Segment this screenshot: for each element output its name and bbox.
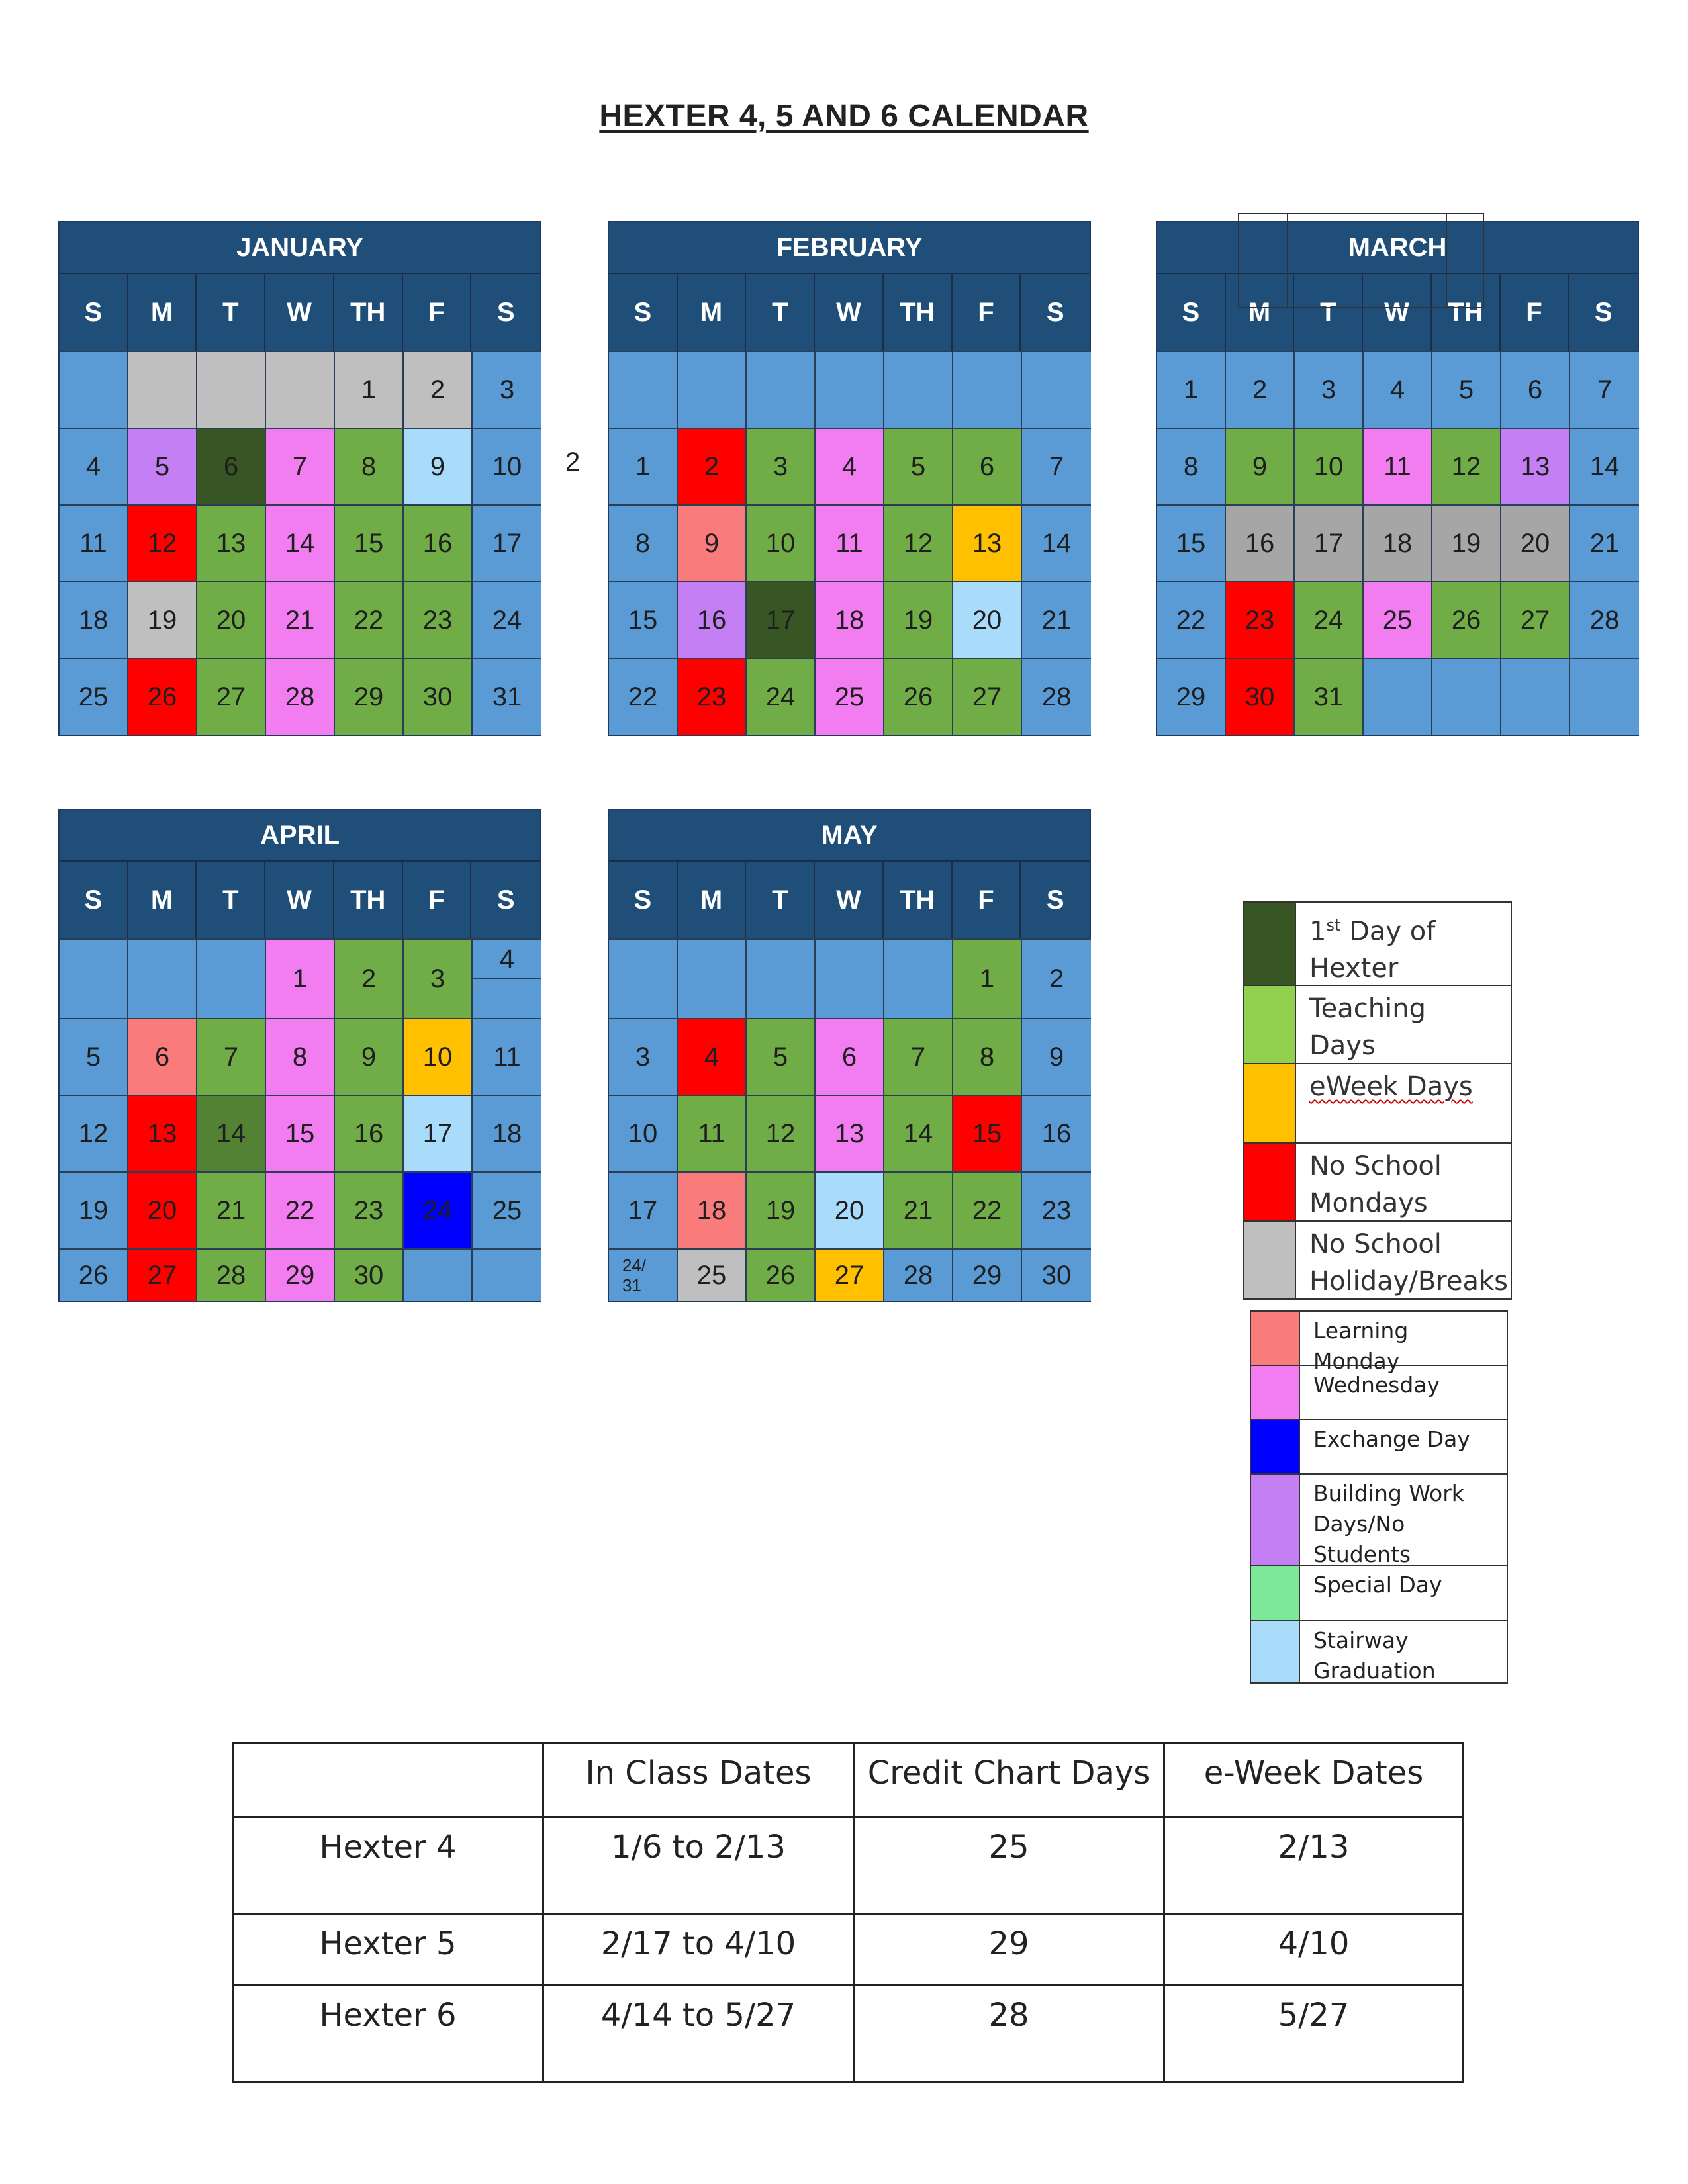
legend-swatch bbox=[1251, 1312, 1300, 1365]
day-cell: 22 bbox=[609, 658, 678, 735]
day-cell: 16 bbox=[404, 504, 473, 581]
day-cell: 14 bbox=[884, 1095, 953, 1171]
day-cell: 30 bbox=[335, 1248, 404, 1301]
day-cell: 20 bbox=[197, 581, 266, 658]
legend-swatch bbox=[1251, 1475, 1300, 1565]
day-cell: 28 bbox=[197, 1248, 266, 1301]
day-cell: 10 bbox=[609, 1095, 678, 1171]
day-cell: 4 bbox=[1364, 351, 1432, 428]
day-cell: 29 bbox=[1157, 658, 1226, 735]
weekday-label: S bbox=[1046, 885, 1064, 915]
day-cell: 3 bbox=[747, 428, 816, 504]
day-cell: 3 bbox=[1295, 351, 1364, 428]
day-cell: 29 bbox=[266, 1248, 335, 1301]
day-cell: 24 bbox=[404, 1171, 473, 1248]
table-cell: 4/14 to 5/27 bbox=[543, 1985, 854, 2082]
day-cell: 28 bbox=[1022, 658, 1091, 735]
month-title: MAY bbox=[609, 810, 1090, 862]
table-header-cell: Credit Chart Days bbox=[854, 1743, 1164, 1817]
weekday-label: TH bbox=[1432, 274, 1501, 351]
month-title: JANUARY bbox=[60, 222, 540, 274]
weekday-label: T bbox=[746, 862, 815, 938]
day-cell: 1 bbox=[1157, 351, 1226, 428]
day-cell: 4 bbox=[60, 428, 128, 504]
day-cell: 26 bbox=[1432, 581, 1501, 658]
day-cell: 6 bbox=[953, 428, 1022, 504]
day-cell: 29 bbox=[953, 1248, 1022, 1301]
day-cell: 8 bbox=[609, 504, 678, 581]
table-header-cell bbox=[233, 1743, 543, 1817]
day-cell: 21 bbox=[266, 581, 335, 658]
day-cell: 25 bbox=[60, 658, 128, 735]
day-cell: 22 bbox=[335, 581, 404, 658]
day-cell bbox=[1364, 658, 1432, 735]
day-cell: 16 bbox=[1226, 504, 1295, 581]
day-cell: 15 bbox=[1157, 504, 1226, 581]
weekday-label: TH bbox=[884, 862, 953, 938]
day-cell: 23 bbox=[335, 1171, 404, 1248]
day-cell bbox=[60, 351, 128, 428]
legend-label: Teaching Days bbox=[1309, 993, 1426, 1061]
weekday-header bbox=[609, 274, 1090, 351]
day-cell: 7 bbox=[884, 1018, 953, 1095]
legend-item bbox=[1251, 1366, 1507, 1420]
month-title: APRIL bbox=[60, 810, 540, 862]
day-cell: 27 bbox=[128, 1248, 197, 1301]
weekday-label: M bbox=[678, 274, 747, 351]
day-cell: 3 bbox=[404, 938, 473, 1018]
weekday-label: T bbox=[197, 862, 265, 938]
day-cell: 18 bbox=[473, 1095, 541, 1171]
weekday-label: W bbox=[265, 862, 334, 938]
legend-label: Stairway Graduation bbox=[1313, 1627, 1436, 1684]
day-cell: 10 bbox=[404, 1018, 473, 1095]
table-header-cell: In Class Dates bbox=[543, 1743, 854, 1817]
day-cell bbox=[884, 938, 953, 1018]
day-cell: 4 bbox=[816, 428, 884, 504]
day-cell: 17 bbox=[1295, 504, 1364, 581]
day-cell: 21 bbox=[884, 1171, 953, 1248]
day-cell: 17 bbox=[473, 504, 541, 581]
legend-swatch bbox=[1244, 1222, 1296, 1298]
weekday-label: F bbox=[953, 274, 1021, 351]
weekday-label: M bbox=[128, 274, 197, 351]
page-title: HEXTER 4, 5 AND 6 CALENDAR bbox=[599, 99, 1089, 134]
table-cell: 4/10 bbox=[1164, 1914, 1464, 1985]
day-grid bbox=[609, 938, 1090, 1301]
table-cell: 5/27 bbox=[1164, 1985, 1464, 2082]
day-cell bbox=[609, 351, 678, 428]
day-cell: 23 bbox=[1226, 581, 1295, 658]
legend-secondary bbox=[1250, 1310, 1508, 1684]
legend-item bbox=[1244, 1222, 1511, 1298]
weekday-label: F bbox=[953, 862, 1021, 938]
legend-label: Building Work Days/No Students bbox=[1313, 1480, 1464, 1567]
weekday-label: S bbox=[1157, 274, 1226, 351]
legend-item bbox=[1251, 1566, 1507, 1621]
day-cell bbox=[747, 938, 816, 1018]
day-cell bbox=[747, 351, 816, 428]
day-cell: 18 bbox=[1364, 504, 1432, 581]
legend-label: Learning Monday bbox=[1313, 1318, 1409, 1374]
weekday-label: T bbox=[197, 274, 265, 351]
day-cell: 6 bbox=[816, 1018, 884, 1095]
day-cell: 12 bbox=[1432, 428, 1501, 504]
day-cell bbox=[816, 351, 884, 428]
day-cell: 13 bbox=[1501, 428, 1570, 504]
day-cell: 20 bbox=[1501, 504, 1570, 581]
day-cell: 19 bbox=[1432, 504, 1501, 581]
day-cell: 15 bbox=[335, 504, 404, 581]
legend-item bbox=[1251, 1475, 1507, 1566]
day-cell bbox=[266, 351, 335, 428]
day-cell: 31 bbox=[1295, 658, 1364, 735]
day-cell: 8 bbox=[335, 428, 404, 504]
table-header-row bbox=[233, 1743, 1464, 1817]
table-cell: Hexter 4 bbox=[233, 1817, 543, 1914]
day-cell: 8 bbox=[953, 1018, 1022, 1095]
day-cell: 30 bbox=[1022, 1248, 1091, 1301]
table-cell: 29 bbox=[854, 1914, 1164, 1985]
day-grid bbox=[60, 351, 540, 735]
legend-label: Exchange Day bbox=[1313, 1426, 1470, 1452]
overlay-frame bbox=[1287, 213, 1484, 308]
day-cell: 26 bbox=[747, 1248, 816, 1301]
table-cell: 1/6 to 2/13 bbox=[543, 1817, 854, 1914]
day-cell: 13 bbox=[128, 1095, 197, 1171]
legend-label: eWeek Days bbox=[1309, 1071, 1473, 1102]
table-header-cell: e-Week Dates bbox=[1164, 1743, 1464, 1817]
calendar-january bbox=[58, 221, 541, 736]
day-cell: 20 bbox=[816, 1171, 884, 1248]
legend-label: No School Holiday/Breaks bbox=[1309, 1229, 1508, 1297]
day-cell: 9 bbox=[404, 428, 473, 504]
day-cell: 2 bbox=[1022, 938, 1091, 1018]
day-cell: 8 bbox=[1157, 428, 1226, 504]
day-cell bbox=[60, 938, 128, 1018]
calendar-april bbox=[58, 809, 541, 1302]
day-cell: 23 bbox=[1022, 1171, 1091, 1248]
weekday-label: M bbox=[128, 862, 197, 938]
day-cell: 26 bbox=[128, 658, 197, 735]
day-cell: 13 bbox=[953, 504, 1022, 581]
day-cell bbox=[1022, 351, 1091, 428]
day-cell: 2 bbox=[678, 428, 747, 504]
day-cell: 22 bbox=[266, 1171, 335, 1248]
day-cell: 8 bbox=[266, 1018, 335, 1095]
stray-number: 2 bbox=[565, 447, 581, 477]
day-cell: 17 bbox=[609, 1171, 678, 1248]
day-cell bbox=[678, 938, 747, 1018]
legend-item bbox=[1244, 986, 1511, 1064]
day-cell: 10 bbox=[747, 504, 816, 581]
day-cell: 14 bbox=[266, 504, 335, 581]
day-cell: 11 bbox=[678, 1095, 747, 1171]
day-cell bbox=[128, 351, 197, 428]
calendar-may bbox=[608, 809, 1091, 1302]
weekday-label: S bbox=[609, 862, 678, 938]
day-cell bbox=[884, 351, 953, 428]
day-cell: 7 bbox=[197, 1018, 266, 1095]
table-cell: Hexter 6 bbox=[233, 1985, 543, 2082]
weekday-label: S bbox=[609, 274, 678, 351]
legend-swatch bbox=[1251, 1621, 1300, 1682]
day-cell: 5 bbox=[1432, 351, 1501, 428]
day-cell: 9 bbox=[335, 1018, 404, 1095]
day-cell: 27 bbox=[816, 1248, 884, 1301]
day-cell: 2 bbox=[404, 351, 473, 428]
day-cell: 25 bbox=[678, 1248, 747, 1301]
legend-item bbox=[1244, 903, 1511, 986]
day-cell: 5 bbox=[128, 428, 197, 504]
day-cell: 4 bbox=[678, 1018, 747, 1095]
day-cell: 26 bbox=[884, 658, 953, 735]
legend-item bbox=[1251, 1420, 1507, 1475]
weekday-header bbox=[60, 862, 540, 938]
legend-item bbox=[1251, 1312, 1507, 1374]
legend-swatch bbox=[1244, 1144, 1296, 1220]
day-number: 4 bbox=[473, 940, 541, 979]
legend-item bbox=[1251, 1621, 1507, 1682]
day-cell bbox=[816, 938, 884, 1018]
day-cell: 28 bbox=[884, 1248, 953, 1301]
day-cell: 12 bbox=[747, 1095, 816, 1171]
day-cell: 5 bbox=[884, 428, 953, 504]
day-cell bbox=[1432, 658, 1501, 735]
weekday-label: S bbox=[1594, 297, 1613, 327]
day-cell bbox=[473, 938, 541, 1018]
month-title: FEBRUARY bbox=[609, 222, 1090, 274]
table-cell: Hexter 5 bbox=[233, 1914, 543, 1985]
day-cell: 9 bbox=[1022, 1018, 1091, 1095]
month-title: MARCH bbox=[1157, 222, 1638, 274]
day-cell: 16 bbox=[678, 581, 747, 658]
day-cell: 11 bbox=[473, 1018, 541, 1095]
weekday-label: F bbox=[403, 274, 472, 351]
weekday-label: F bbox=[1501, 274, 1570, 351]
day-cell: 31 bbox=[473, 658, 541, 735]
day-cell: 11 bbox=[60, 504, 128, 581]
day-cell bbox=[404, 1248, 473, 1301]
day-cell: 5 bbox=[60, 1018, 128, 1095]
weekday-label: TH bbox=[334, 274, 403, 351]
day-cell: 24 bbox=[747, 658, 816, 735]
day-cell: 19 bbox=[60, 1171, 128, 1248]
day-grid bbox=[60, 938, 540, 1301]
day-cell: 5 bbox=[747, 1018, 816, 1095]
day-cell: 6 bbox=[128, 1018, 197, 1095]
day-cell: 1 bbox=[335, 351, 404, 428]
weekday-label: F bbox=[403, 862, 472, 938]
day-cell bbox=[953, 351, 1022, 428]
day-cell: 6 bbox=[1501, 351, 1570, 428]
day-grid bbox=[1157, 351, 1638, 735]
day-cell: 19 bbox=[884, 581, 953, 658]
day-cell: 12 bbox=[884, 504, 953, 581]
legend-label: 1st Day of Hexter bbox=[1309, 916, 1436, 984]
day-cell bbox=[1501, 658, 1570, 735]
day-cell: 21 bbox=[197, 1171, 266, 1248]
legend-swatch bbox=[1244, 986, 1296, 1063]
day-cell: 28 bbox=[1570, 581, 1639, 658]
weekday-header bbox=[609, 862, 1090, 938]
day-cell: 29 bbox=[335, 658, 404, 735]
day-cell: 21 bbox=[1570, 504, 1639, 581]
hexter-summary-table bbox=[232, 1742, 1464, 2083]
day-cell: 26 bbox=[60, 1248, 128, 1301]
day-cell: 9 bbox=[678, 504, 747, 581]
day-cell: 14 bbox=[1570, 428, 1639, 504]
day-cell: 27 bbox=[1501, 581, 1570, 658]
legend-swatch bbox=[1251, 1566, 1300, 1620]
day-cell: 25 bbox=[816, 658, 884, 735]
weekday-label: TH bbox=[884, 274, 953, 351]
day-cell: 23 bbox=[404, 581, 473, 658]
weekday-label: W bbox=[1363, 274, 1432, 351]
day-cell: 12 bbox=[60, 1095, 128, 1171]
table-row bbox=[233, 1985, 1464, 2082]
day-cell: 18 bbox=[60, 581, 128, 658]
day-cell: 18 bbox=[816, 581, 884, 658]
day-cell: 7 bbox=[266, 428, 335, 504]
day-cell: 10 bbox=[1295, 428, 1364, 504]
day-cell: 17 bbox=[404, 1095, 473, 1171]
day-cell: 15 bbox=[609, 581, 678, 658]
day-cell: 16 bbox=[335, 1095, 404, 1171]
legend-swatch bbox=[1251, 1420, 1300, 1473]
day-cell: 13 bbox=[197, 504, 266, 581]
legend-primary bbox=[1243, 901, 1512, 1300]
day-cell bbox=[609, 938, 678, 1018]
day-cell: 3 bbox=[609, 1018, 678, 1095]
legend-swatch bbox=[1244, 1064, 1296, 1142]
day-cell: 6 bbox=[197, 428, 266, 504]
day-cell: 12 bbox=[128, 504, 197, 581]
day-cell: 1 bbox=[266, 938, 335, 1018]
weekday-label: W bbox=[815, 862, 884, 938]
day-cell: 27 bbox=[953, 658, 1022, 735]
day-cell: 16 bbox=[1022, 1095, 1091, 1171]
weekday-label: T bbox=[1294, 274, 1363, 351]
day-cell bbox=[678, 351, 747, 428]
weekday-label: S bbox=[496, 297, 515, 327]
day-cell bbox=[197, 938, 266, 1018]
day-cell: 14 bbox=[197, 1095, 266, 1171]
weekday-label: S bbox=[60, 274, 128, 351]
day-cell: 9 bbox=[1226, 428, 1295, 504]
weekday-label: M bbox=[1226, 274, 1295, 351]
legend-swatch bbox=[1251, 1366, 1300, 1419]
day-cell: 20 bbox=[128, 1171, 197, 1248]
weekday-label: S bbox=[1046, 297, 1064, 327]
day-cell: 17 bbox=[747, 581, 816, 658]
weekday-label: S bbox=[496, 885, 515, 915]
day-cell: 22 bbox=[953, 1171, 1022, 1248]
day-cell: 21 bbox=[1022, 581, 1091, 658]
day-cell: 19 bbox=[747, 1171, 816, 1248]
weekday-label: W bbox=[815, 274, 884, 351]
day-cell: 18 bbox=[678, 1171, 747, 1248]
day-cell bbox=[128, 938, 197, 1018]
day-cell: 13 bbox=[816, 1095, 884, 1171]
day-cell: 25 bbox=[473, 1171, 541, 1248]
day-cell: 30 bbox=[404, 658, 473, 735]
day-cell: 27 bbox=[197, 658, 266, 735]
day-cell: 10 bbox=[473, 428, 541, 504]
day-cell: 11 bbox=[1364, 428, 1432, 504]
day-cell: 2 bbox=[335, 938, 404, 1018]
table-row bbox=[233, 1914, 1464, 1985]
legend-label: Wednesday bbox=[1313, 1372, 1440, 1398]
weekday-label: W bbox=[265, 274, 334, 351]
legend-label: Special Day bbox=[1313, 1572, 1442, 1598]
day-cell: 23 bbox=[678, 658, 747, 735]
weekday-label: M bbox=[678, 862, 747, 938]
day-cell: 25 bbox=[1364, 581, 1432, 658]
day-cell: 1 bbox=[609, 428, 678, 504]
day-cell: 19 bbox=[128, 581, 197, 658]
day-cell bbox=[473, 1248, 541, 1301]
day-cell: 22 bbox=[1157, 581, 1226, 658]
day-cell: 7 bbox=[1570, 351, 1639, 428]
table-cell: 2/17 to 4/10 bbox=[543, 1914, 854, 1985]
weekday-label: S bbox=[60, 862, 128, 938]
table-cell: 2/13 bbox=[1164, 1817, 1464, 1914]
legend-item bbox=[1244, 1064, 1511, 1144]
day-cell: 24/ 31 bbox=[609, 1248, 678, 1301]
day-cell: 7 bbox=[1022, 428, 1091, 504]
legend-item bbox=[1244, 1144, 1511, 1222]
day-cell bbox=[197, 351, 266, 428]
weekday-label: TH bbox=[334, 862, 403, 938]
weekday-header bbox=[60, 274, 540, 351]
day-grid bbox=[609, 351, 1090, 735]
day-cell: 30 bbox=[1226, 658, 1295, 735]
day-cell bbox=[1570, 658, 1639, 735]
table-cell: 28 bbox=[854, 1985, 1164, 2082]
day-cell: 15 bbox=[953, 1095, 1022, 1171]
day-cell: 28 bbox=[266, 658, 335, 735]
day-cell: 24 bbox=[473, 581, 541, 658]
day-cell: 15 bbox=[266, 1095, 335, 1171]
day-cell: 1 bbox=[953, 938, 1022, 1018]
day-cell: 3 bbox=[473, 351, 541, 428]
weekday-label: T bbox=[746, 274, 815, 351]
legend-label: No School Mondays bbox=[1309, 1151, 1442, 1218]
day-cell: 11 bbox=[816, 504, 884, 581]
day-cell: 20 bbox=[953, 581, 1022, 658]
legend-swatch bbox=[1244, 903, 1296, 985]
day-cell: 14 bbox=[1022, 504, 1091, 581]
table-cell: 25 bbox=[854, 1817, 1164, 1914]
day-cell: 2 bbox=[1226, 351, 1295, 428]
table-row bbox=[233, 1817, 1464, 1914]
day-cell: 24 bbox=[1295, 581, 1364, 658]
calendar-february bbox=[608, 221, 1091, 736]
